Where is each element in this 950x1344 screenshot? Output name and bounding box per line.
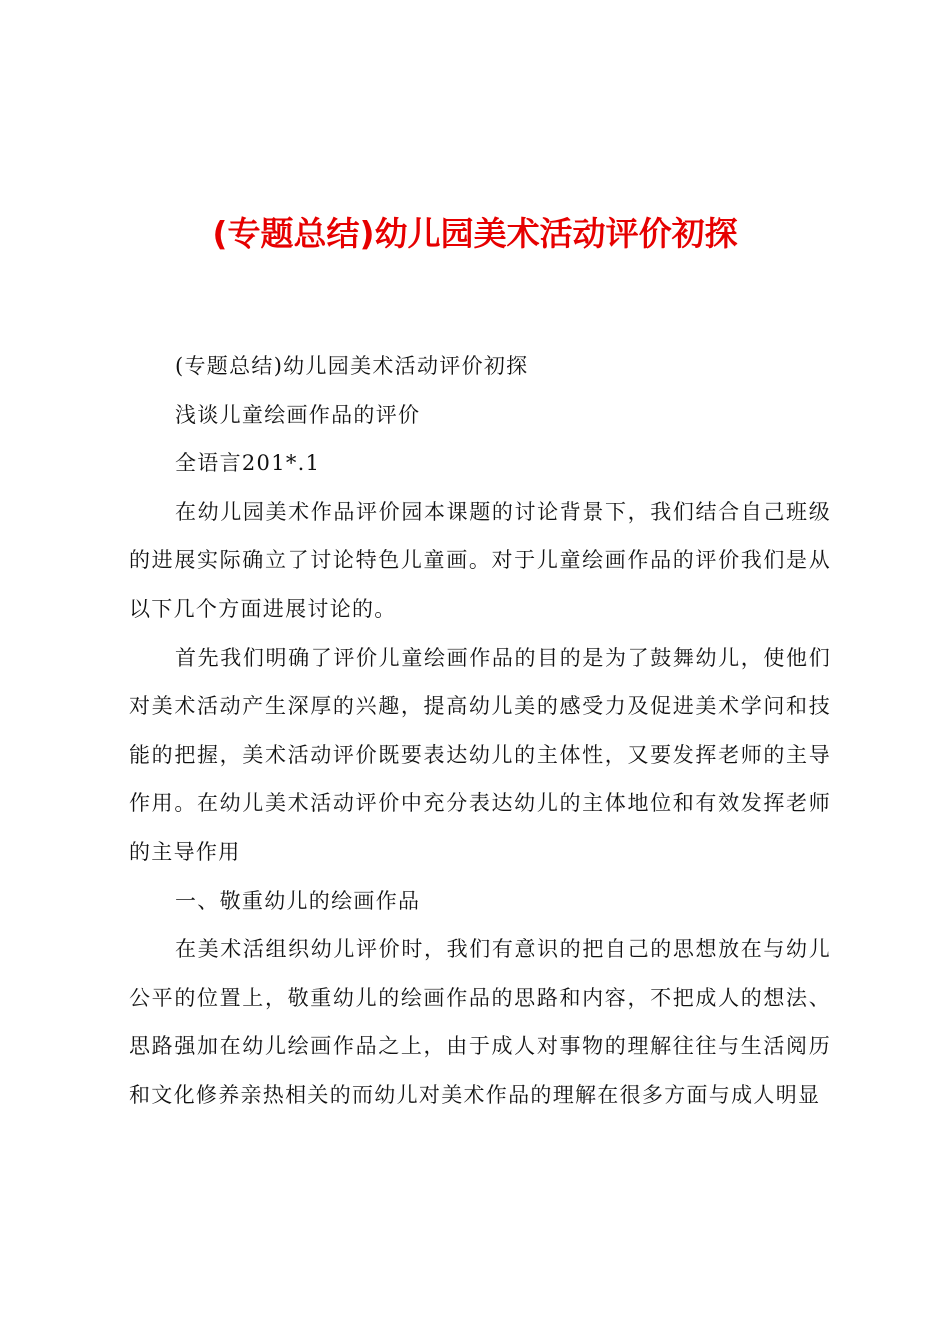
document-body (129, 342, 831, 1120)
paragraph-purpose: 首先我们明确了评价儿童绘画作品的目的是为了鼓舞幼儿，使他们对美术活动产生深厚的兴趣，提高幼儿美的感受力及促进美术学问和技能的把握，美术活动评价既要表达幼儿的主体性，又要发挥老师的主导作用。在幼儿美术活动评价中充分表达幼儿的主体地位和有效发挥老师的主导作用 (129, 645, 831, 864)
section-heading-1: 一、敬重幼儿的绘画作品 (175, 888, 421, 913)
paragraph-section-1: 在美术活组织幼儿评价时，我们有意识的把自己的思想放在与幼儿公平的位置上，敬重幼儿的绘画作品的思路和内容，不把成人的想法、思路强加在幼儿绘画作品之上，由于成人对事物的理解往往与生活阅历和文化修养亲热相关的而幼儿对美术作品的理解在很多方面与成人明显 (129, 937, 831, 1107)
paragraph-subject: (专题总结)幼儿园美术活动评价初探 (175, 354, 529, 378)
document-title: (专题总结)幼儿园美术活动评价初探 (212, 214, 738, 253)
paragraph-subtitle: 浅谈儿童绘画作品的评价 (175, 402, 421, 427)
paragraph-source: 全语言201*.1 (175, 451, 321, 476)
paragraph-intro: 在幼儿园美术作品评价园本课题的讨论背景下，我们结合自己班级的进展实际确立了讨论特色儿童画。对于儿童绘画作品的评价我们是从以下几个方面进展讨论的。 (129, 499, 831, 621)
